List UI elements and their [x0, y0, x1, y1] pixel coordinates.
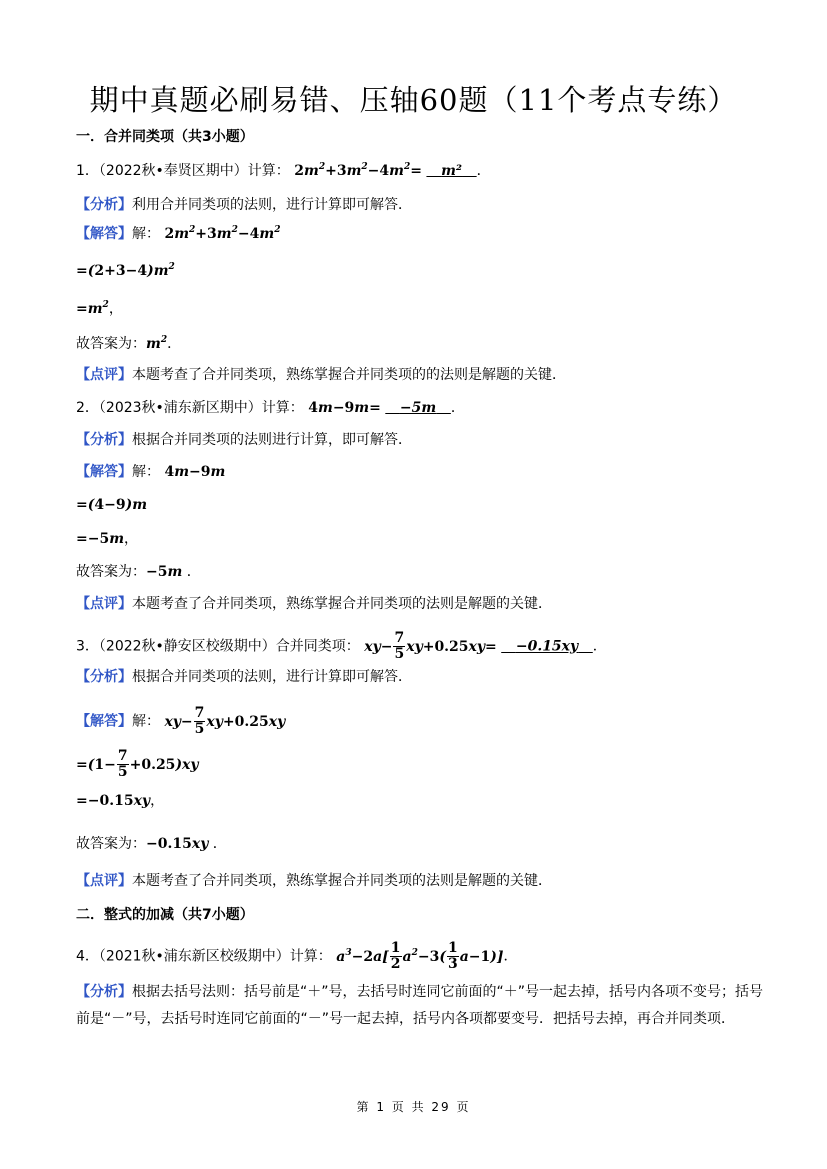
analysis-tag: 【分析】 [76, 984, 132, 1000]
q3-comment-text: 本题考查了合并同类项，熟练掌握合并同类项的法则是解题的关键． [132, 873, 552, 889]
question-1: 1．（2022秋•奉贤区期中）计算： $2m^2+3m^2-4m^2=$ m² ． [76, 162, 491, 179]
q1-step-1: $2m^2+3m^2-4m^2$ [164, 225, 281, 242]
q1-final: 故答案为：$m^2$． [76, 335, 182, 352]
answer-tag: 【解答】 [76, 226, 132, 242]
q3-final-answer: −0.15xy [146, 836, 209, 852]
question-3-expression: xy− $\frac{7}{5}$ xy+0.25xy= [364, 630, 497, 662]
q2-comment [76, 595, 766, 613]
answer-tag: 【解答】 [76, 713, 132, 730]
q3-step-1: xy− $\frac{7}{5}$ xy+0.25xy [164, 705, 286, 737]
q3-step-2: =(1− $\frac{7}{5}$ +0.25)xy [76, 748, 199, 780]
q3-solution-intro: 解： [132, 713, 160, 730]
question-2-answer-blank: −5m [399, 400, 437, 416]
q2-solution-intro: 解： [132, 464, 160, 480]
q2-step-3: =−5m， [76, 531, 139, 547]
q1-final-prefix: 故答案为： [76, 336, 146, 352]
question-1-prefix: 1．（2022秋•奉贤区期中）计算： [76, 163, 290, 179]
q3-comment [76, 872, 766, 890]
q1-analysis-text: 利用合并同类项的法则，进行计算即可解答． [132, 197, 412, 213]
q3-analysis [76, 668, 766, 686]
q4-analysis-text: 根据去括号法则：括号前是“＋”号，去括号时连同它前面的“＋”号一起去掉，括号内各项不变号；括号前是“－”号，去括号时连同它前面的“－”号一起去掉，括号内各项都要变号．把括号去掉，再合并同类项． [76, 984, 764, 1027]
section-heading-1: 一．合并同类项（共3小题） [76, 129, 254, 145]
question-1-expression: $2m^2+3m^2-4m^2=$ [294, 162, 422, 179]
comment-tag: 【点评】 [76, 873, 132, 889]
q2-solution [76, 463, 766, 481]
question-3-answer-blank: −0.15xy [515, 638, 579, 655]
q2-final-prefix: 故答案为： [76, 564, 146, 580]
q1-final-answer: $m^2$ [146, 335, 168, 352]
comment-tag: 【点评】 [76, 596, 132, 612]
question-3: 3．（2022秋•静安区校级期中）合并同类项： xy− $\frac{7}{5}$ xy+0.25xy= −0.15xy ． [76, 630, 607, 662]
q2-step-1: 4m−9m [164, 464, 226, 480]
question-2: 2．（2023秋•浦东新区期中）计算： 4m−9m= −5m ． [76, 400, 465, 416]
q4-analysis [76, 979, 769, 1033]
page-footer: 第 1 页 共 29 页 [356, 1100, 471, 1114]
question-3-prefix: 3．（2022秋•静安区校级期中）合并同类项： [76, 638, 360, 655]
page-title: 期中真题必刷易错、压轴60题（11个考点专练） [89, 83, 738, 117]
q3-step-3: =−0.15xy， [76, 793, 165, 809]
q1-step-3: $=m^2$， [76, 300, 123, 317]
q1-solution [76, 225, 766, 243]
q3-analysis-text: 根据合并同类项的法则，进行计算即可解答． [132, 669, 412, 685]
analysis-tag: 【分析】 [76, 197, 132, 213]
q2-step-2: =(4−9)m [76, 497, 148, 513]
comment-tag: 【点评】 [76, 367, 132, 383]
q3-final-prefix: 故答案为： [76, 836, 146, 852]
question-2-prefix: 2．（2023秋•浦东新区期中）计算： [76, 400, 304, 416]
q2-final-answer: −5m [146, 564, 183, 580]
q3-solution [76, 706, 766, 737]
section-heading-2: 二．整式的加减（共7小题） [76, 907, 254, 923]
q3-final: 故答案为：−0.15xy ． [76, 836, 227, 852]
analysis-tag: 【分析】 [76, 432, 132, 448]
answer-tag: 【解答】 [76, 464, 132, 480]
q2-analysis-text: 根据合并同类项的法则进行计算，即可解答． [132, 432, 412, 448]
q1-step-2: $=(2+3-4)m^2$ [76, 262, 175, 279]
q1-comment [76, 366, 766, 384]
analysis-tag: 【分析】 [76, 669, 132, 685]
question-4: 4．（2021秋•浦东新区校级期中）计算： $a^3-2a$[ $\frac{1}{2}$ $a^2-3$( $\frac{1}{3}$ a−1)]． [76, 940, 518, 972]
q1-analysis [76, 196, 766, 214]
question-4-expression: $a^3-2a$[ $\frac{1}{2}$ $a^2-3$( $\frac{1}{3}$ a−1)] [336, 940, 504, 972]
q2-comment-text: 本题考查了合并同类项，熟练掌握合并同类项的法则是解题的关键． [132, 596, 552, 612]
question-1-answer-blank: m² [441, 163, 463, 179]
question-2-expression: 4m−9m= [308, 400, 381, 416]
q2-analysis [76, 431, 766, 449]
q2-final: 故答案为：−5m ． [76, 564, 201, 580]
question-4-prefix: 4．（2021秋•浦东新区校级期中）计算： [76, 948, 332, 965]
q1-comment-text: 本题考查了合并同类项，熟练掌握合并同类项的的法则是解题的关键． [132, 367, 566, 383]
q1-solution-intro: 解： [132, 226, 160, 242]
